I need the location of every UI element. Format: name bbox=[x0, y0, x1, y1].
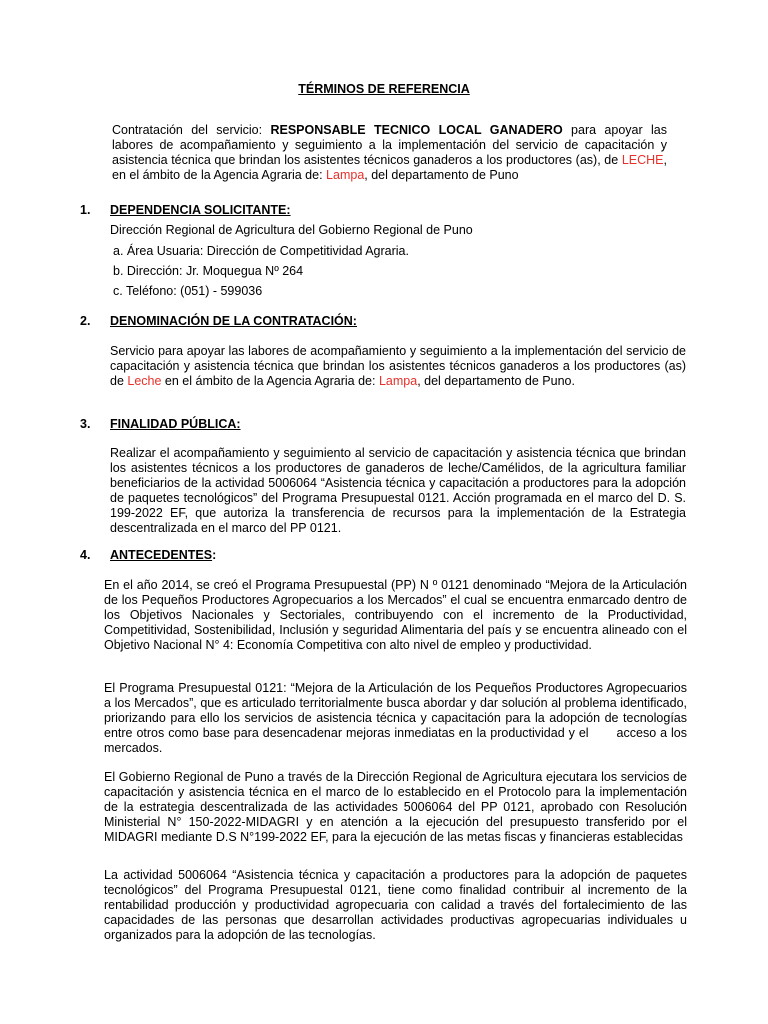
section-1-phone: c. Teléfono: (051) - 599036 bbox=[113, 284, 263, 298]
section-1-title: DEPENDENCIA SOLICITANTE: bbox=[110, 203, 291, 217]
intro-suffix: , del departamento de Puno bbox=[364, 168, 519, 182]
section-1-number: 1. bbox=[80, 203, 91, 217]
service-name: RESPONSABLE TECNICO LOCAL GANADERO bbox=[270, 123, 563, 137]
section-1-address: b. Dirección: Jr. Moquegua Nº 264 bbox=[113, 264, 304, 278]
section-4-title: ANTECEDENTES bbox=[110, 548, 213, 562]
section-1-entity: Dirección Regional de Agricultura del Gobierno Regional de Puno bbox=[110, 223, 473, 237]
intro-agency: Lampa bbox=[326, 168, 365, 182]
intro-middle2: , en el ámbito de la Agencia Agraria de: bbox=[112, 153, 667, 182]
section-3-number: 3. bbox=[80, 417, 91, 431]
intro-prefix: Contratación del servicio: bbox=[112, 123, 271, 137]
section-4-paragraph-2-a: El Programa Presupuestal 0121: “Mejora de la Articulación de los Pequeños Productores Agropecuarios a los Mercados”, que es articulado territorialmente busca abordar y dar solución al problema identificado, priorizando para ello los servicios de asistencia técnica y capacitación para la adopción de tecnologías entre otros como base para desencadenar mejoras inmediatas en la productividad y el bbox=[104, 681, 687, 740]
section-2-text-c: , del departamento de Puno. bbox=[417, 374, 575, 388]
section-3-title: FINALIDAD PÚBLICA: bbox=[110, 417, 241, 431]
section-3-heading bbox=[80, 417, 241, 431]
section-4-number: 4. bbox=[80, 548, 91, 562]
section-4-paragraph-3: El Gobierno Regional de Puno a través de la Dirección Regional de Agricultura ejecutara los servicios de capacitación y asistencia técnica en el marco de lo establecido en el Protocolo para la implementación de la estrategia descentralizada de las actividades 5006064 del PP 0121, aprobado con Resolución Ministerial N° 150-2022-MIDAGRI y en atención a la ejecución del presupuesto transferido por el MIDAGRI mediante D.S N°199-2022 EF, para la ejecución de las metas fiscas y financieras establecidas bbox=[104, 770, 687, 844]
section-2-title: DENOMINACIÓN DE LA CONTRATACIÓN: bbox=[110, 314, 357, 328]
section-1-heading bbox=[80, 203, 291, 217]
document-title: TÉRMINOS DE REFERENCIA bbox=[298, 82, 470, 96]
section-4-paragraph-4: La actividad 5006064 “Asistencia técnica y capacitación a productores para la adopción de paquetes tecnológicos” del Programa Presupuestal 0121, tiene como finalidad contribuir al incremento de la rentabilidad producción y productividad agropecuaria con calidad a través del fortalecimiento de las capacidades de las personas que desarrollan actividades productivas agropecuarias individuales u organizados para la adopción de las tecnologías. bbox=[104, 868, 687, 942]
section-2-heading bbox=[80, 314, 357, 328]
section-4-heading bbox=[80, 548, 216, 562]
section-1-area: a. Área Usuaria: Dirección de Competitividad Agraria. bbox=[113, 244, 409, 258]
section-2-text-a: Servicio para apoyar las labores de acompañamiento y seguimiento a la implementación del servicio de capacitación y asistencia técnica que brindan los asistentes técnicos ganaderos a los productores (as) de bbox=[110, 344, 686, 388]
section-2-product: Leche bbox=[127, 374, 162, 388]
section-2-number: 2. bbox=[80, 314, 91, 328]
section-2-paragraph bbox=[110, 344, 686, 389]
section-3-paragraph: Realizar el acompañamiento y seguimiento al servicio de capacitación y asistencia técnica que brindan los asistentes técnicos a los productores de ganaderos de leche/Camélidos, de la agricultura familiar beneficiarios de la actividad 5006064 “Asistencia técnica y capacitación a productores para la adopción de paquetes tecnológicos” del Programa Presupuestal 0121. Acción programada en el marco del D. S. 199-2022 EF, que autoriza la transferencia de recursos para la implementación de la Estrategia descentralizada en el marco del PP 0121. bbox=[110, 446, 686, 535]
section-2-agency: Lampa bbox=[378, 374, 418, 388]
intro-product: LECHE bbox=[621, 153, 664, 167]
intro-middle: para apoyar las labores de acompañamiento y seguimiento a la implementación del servicio de capacitación y asistencia técnica que brindan los asistentes técnicos ganaderos a los productores (as), de bbox=[112, 123, 667, 167]
section-4-paragraph-2 bbox=[104, 681, 687, 756]
section-4-paragraph-1: En el año 2014, se creó el Programa Presupuestal (PP) N º 0121 denominado “Mejora de la Articulación de los Pequeños Productores Agropecuarios a los Mercados” el cual se encuentra enmarcado dentro de los Objetivos Nacionales y Sectoriales, contribuyendo con el incremento de la Productividad, Competitividad, Sostenibilidad, Inclusión y seguridad Alimentaria del país y se encuentra alineado con el Objetivo Nacional N° 4: Economía Competitiva con alto nivel de empleo y productividad. bbox=[104, 578, 687, 652]
section-4-colon: : bbox=[212, 548, 217, 562]
section-4-paragraph-2-b: acceso a los mercados. bbox=[104, 726, 687, 755]
intro-paragraph bbox=[112, 123, 667, 183]
section-2-text-b: en el ámbito de la Agencia Agraria de: bbox=[161, 374, 379, 388]
